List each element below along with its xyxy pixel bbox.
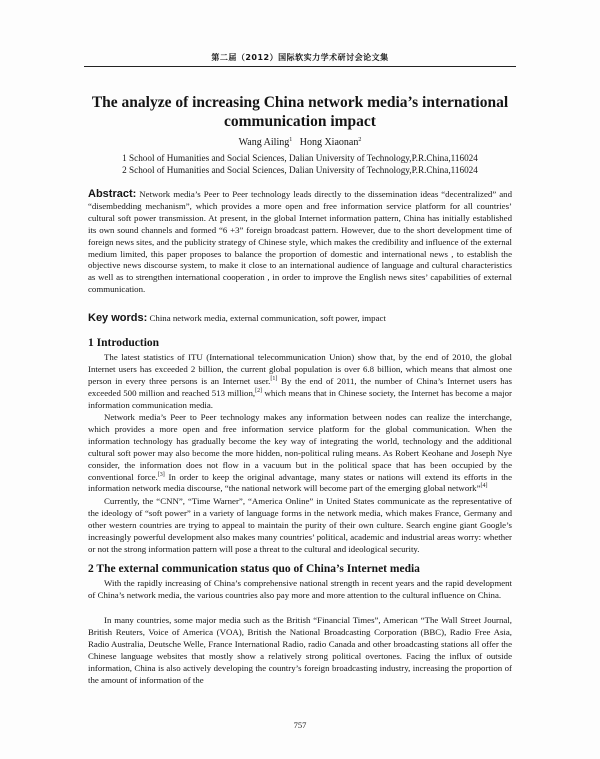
body-text: Network media’s Peer to Peer technology makes any information between nodes can realize the interchange, which provides a more open and free information service platform for the global communication. When the information technology has gradually become the key way of integrating the world, technology and the additional cultural soft power may also become the more hidden, non-political ruling means. As Robert Keohane and Joseph Nye consider, the information does not flow in a vacuum but in the political space that has been occupied by the conventional force.	[88, 412, 512, 482]
abstract-text: Network media’s Peer to Peer technology leads directly to the dissemination ideas “decentralized” and “disembedding mechanism”, which provides a more open and free information service platform for all countries’ cultural soft power transmission. At present, in the global Internet information pattern, China has initially established its own sound channels and formed “6 +3” foreign broadcast pattern. However, due to the short development time of foreign news sites, and the publicity strategy of Chinese style, which makes the credibility and influence of the external medium limited, this paper proposes to balance the proportion of domestic and international news , to establish the objective news discourse system, to make it close to an international audience of language and cultural characteristics as well as to strengthen international cooperation , in order to improve the English news sites’ capabilities of external communication.	[88, 189, 512, 295]
author-name: Hong Xiaonan	[299, 137, 359, 148]
body-text: By the end of 2011, the number of China’s Internet users has exceeded 500 million and reached 513 million,	[88, 375, 512, 398]
running-header: 第二届（2012）国际软实力学术研讨会论文集	[211, 53, 389, 62]
author-affiliation-marker: 2	[358, 137, 362, 143]
section-2-paragraph-2: In many countries, some major media such as the British “Financial Times”, American “The Wall Street Journal, British Reuters, Voice of America (VOA), British the National Broadcasting Corporation (BBC), Radio Free Asia, Radio Australia, Deutsche Welle, France International Radio, radio Canada and other broadcasting stations all offer the Chinese language websites that mostly show a relatively strong political overtones. Facing the influx of outside information, China is also actively developing the country’s foreign broadcasting industry, increasing the proportion of the amount of information of the	[88, 615, 512, 685]
citation-ref: [4]	[480, 483, 488, 490]
author-line	[0, 137, 600, 148]
keywords	[88, 313, 512, 325]
body-text: The latest statistics of ITU (International telecommunication Union) show that, by the end of 2010, the global Internet users has exceeded 2 billion, the current global population is over 6.8 billion, which means that almost one person in every three persons is an Internet user.	[88, 352, 512, 386]
section-2-paragraph-1: With the rapidly increasing of China’s comprehensive national strength in recent years and the rapid development of China’s network media, the various countries also pay more and more attention to the cultural influence on China.	[88, 578, 512, 600]
keywords-label: Key words:	[88, 312, 148, 324]
abstract-label: Abstract:	[88, 188, 137, 200]
section-1-paragraph-1	[88, 352, 512, 412]
section-1-heading: 1 Introduction	[88, 337, 160, 349]
affiliation-1: 1 School of Humanities and Social Sciences, Dalian University of Technology,P.R.China,116024	[122, 153, 478, 163]
author-name: Wang Ailing	[238, 137, 290, 148]
abstract	[88, 189, 512, 296]
section-1-paragraph-3: Currently, the “CNN”, “Time Warner”, “America Online” in United States communicate as the representative of the ideology of “soft power” in a variety of language forms in the network media, which makes France, Germany and other western countries are trying to appeal to maintain the purity of their own culture. Search engine giant Google’s increasingly powerful development also makes many countries’ political, academic and industrial areas worry: whether or not the strong information pattern will pose a threat to the cultural and ideological security.	[88, 496, 512, 554]
header-rule	[84, 66, 516, 67]
author-affiliation-marker: 1	[289, 137, 293, 143]
citation-ref: [3]	[157, 471, 165, 478]
affiliation-2: 2 School of Humanities and Social Sciences, Dalian University of Technology,P.R.China,116024	[122, 165, 478, 175]
citation-ref: [2]	[255, 387, 263, 394]
section-2-heading: 2 The external communication status quo of China’s Internet media	[88, 563, 420, 575]
citation-ref: [1]	[270, 375, 278, 382]
body-text: In order to keep the original advantage, many states or nations will extend its efforts in the information network media discourse, “the national network will become part of the emerging global network”	[88, 471, 512, 494]
section-1-paragraph-2	[88, 412, 512, 495]
body-text: which means that in Chinese society, the Internet has become a major information communication media.	[88, 387, 512, 410]
paper-title: The analyze of increasing China network media’s international communication impact	[91, 94, 509, 130]
page-number: 757	[293, 720, 307, 730]
keywords-text: China network media, external communication, soft power, impact	[149, 313, 386, 323]
